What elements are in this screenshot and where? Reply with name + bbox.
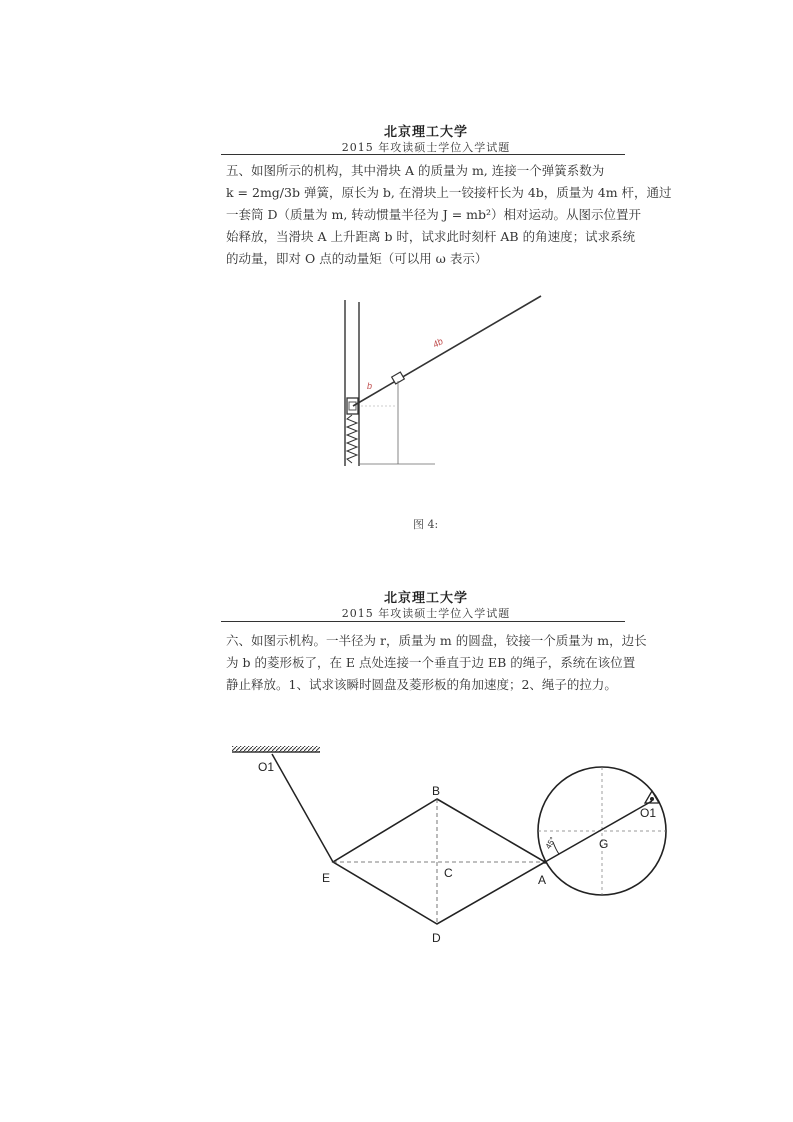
problem5-line: 五、如图所示的机构，其中滑块 A 的质量为 m, 连接一个弹簧系数为 [226,163,605,178]
exam-subtitle: 2015 年攻读硕士学位入学试题 [341,607,511,620]
point-a [543,860,547,864]
label-o1-left: O1 [258,760,275,774]
problem6-line: 为 b 的菱形板了，在 E 点处连接一个垂直于边 EB 的绳子，系统在该位置 [226,655,636,670]
label-e: E [322,871,331,885]
university-title: 北京理工大学 [383,591,468,606]
rod-length-label: 4b [431,336,445,350]
rod-ab [353,296,541,406]
label-b: B [432,784,441,798]
problem6-text [226,630,647,696]
ceiling-hatch [232,746,320,752]
short-length-label: b [367,381,373,391]
pin-joint [650,797,654,801]
figure4-mechanism [335,288,550,470]
label-o1-right: O1 [640,806,657,820]
problem5-line: 一套筒 D（质量为 m, 转动惯量半径为 J = mb²）相对运动。从图示位置开 [226,207,642,222]
header-rule [221,621,625,622]
figure-rhombus-disc [220,735,670,950]
exam-subtitle: 2015 年攻读硕士学位入学试题 [341,141,511,154]
rhombus-plate [333,799,545,924]
rope [272,754,333,862]
problem5-line: 的动量，即对 O 点的动量矩（可以用 ω 表示） [226,251,488,266]
slider-inner [349,402,356,410]
label-angle: 45° [543,835,558,851]
problem5-line: k = 2mg/3b 弹簧，原长为 b, 在滑块上一铰接杆长为 4b，质量为 4m 杆，通过 [226,185,672,200]
university-title: 北京理工大学 [383,125,468,140]
line-a-o1 [545,801,652,862]
label-g: G [599,837,609,851]
spring [347,415,357,463]
problem5-text [226,160,672,270]
figure4-caption: 图 4: [413,518,439,531]
problem5-line: 始释放，当滑块 A 上升距离 b 时，试求此时刻杆 AB 的角速度；试求系统 [226,229,636,244]
label-a: A [538,873,547,887]
problem6-line: 静止释放。1、试求该瞬时圆盘及菱形板的角加速度；2、绳子的拉力。 [226,677,617,692]
label-d: D [432,931,441,945]
label-c: C [444,866,453,880]
problem6-line: 六、如图示机构。一半径为 r，质量为 m 的圆盘，铰接一个质量为 m，边长 [226,633,647,648]
header-rule [221,154,625,155]
